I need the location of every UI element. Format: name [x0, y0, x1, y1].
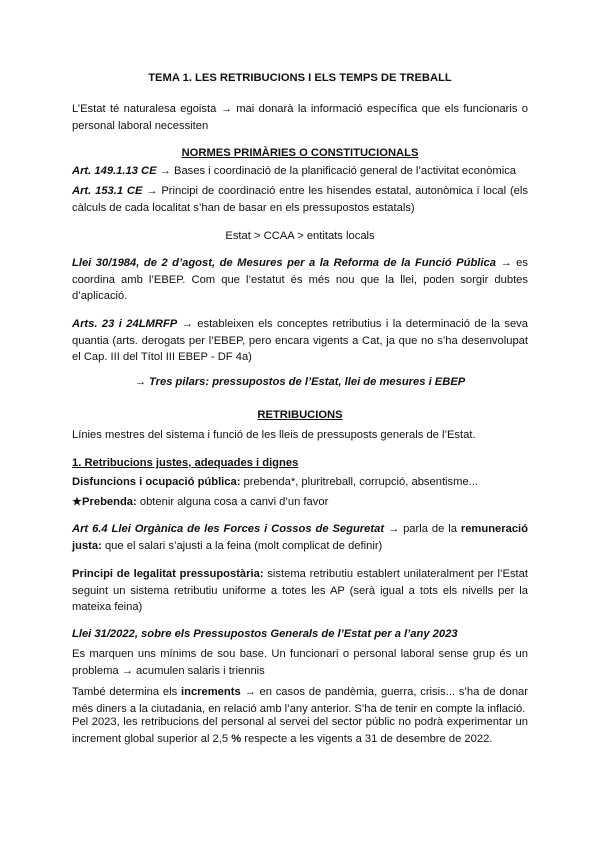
arts-23-text: → estableixen els conceptes retributius i la determinació de la seva quantia (arts. derogats per l’EBEP, pero encara vigents a Cat, ja que no s’ha desenvolupat el Cap. III del Títol III EBEP - DF 4a) — [72, 318, 528, 363]
paragraph-disfuncions — [72, 474, 528, 491]
arts-23-reference: Arts. 23 i 24LMRFP — [72, 318, 178, 330]
paragraph-art-6-4 — [72, 521, 528, 554]
paragraph-prebenda — [72, 494, 528, 511]
section-heading-retribucions: RETRIBUCIONS — [257, 409, 343, 421]
paragraph-llei-30-1984 — [72, 255, 528, 305]
art-153-reference: Art. 153.1 CE — [72, 185, 143, 197]
art-153-text: → Principi de coordinació entre les hisendes estatal, autonòmica i local (els càlculs de cada localitat s’han de basar en els pressupostos estatals) — [72, 185, 528, 214]
paragraph-art-149 — [72, 163, 528, 180]
remuneracio-justa-label: remuneració justa: — [72, 523, 528, 552]
art-6-4-connector: → parla de la — [384, 523, 461, 535]
paragraph-minims-sou: Es marquen uns mínims de sou base. Un funcionari o personal laboral sense grup és un problema → acumulen salaris i triennis — [72, 648, 528, 677]
paragraph-art-153 — [72, 183, 528, 216]
art-6-4-reference: Art 6.4 Llei Orgànica de les Forces i Cossos de Seguretat — [72, 523, 385, 535]
art-149-text: → Bases i coordinació de la planificació general de l’activitat econòmica — [156, 165, 517, 177]
prebenda-text: obtenir alguna cosa a canvi d’un favor — [136, 496, 329, 508]
prebenda-label: ★Prebenda: — [72, 496, 137, 508]
section-heading-normes: NORMES PRIMÀRIES O CONSTITUCIONALS — [181, 147, 419, 159]
disfuncions-text: prebenda*, pluritreball, corrupció, absentisme... — [240, 476, 479, 488]
disfuncions-label: Disfuncions i ocupació pública: — [72, 476, 241, 488]
art-149-reference: Art. 149.1.13 CE — [72, 165, 157, 177]
document-title: TEMA 1. LES RETRIBUCIONS I ELS TEMPS DE TREBALL — [148, 72, 452, 84]
percent-sign: % — [231, 732, 242, 745]
paragraph-increment-2023 — [72, 714, 528, 747]
art-6-4-text: que el salari s’ajusti a la feina (molt complicat de definir) — [101, 539, 383, 552]
principi-legalitat-label: Principi de legalitat pressupostària: — [72, 568, 264, 580]
llei-30-text: → es coordina amb l’EBEP. Com que l’estatut és més nou que la llei, poden sorgir dubtes d’aplicació. — [72, 257, 528, 302]
llei-30-reference: Llei 30/1984, de 2 d’agost, de Mesures per a la Reforma de la Funció Pública — [72, 257, 496, 269]
increment-2023-prefix: Pel 2023, les retribucions del personal al servei del sector públic no podrà experimentar un increment global superior al 2,5 — [72, 716, 528, 745]
principi-legalitat-text: sistema retributiu establert unilateralment per l’Estat seguint un sistema retributiu uniforme a totes les AP (serà igual a tots els nivells per la mateixa feina) — [72, 568, 528, 613]
paragraph-increments — [72, 684, 528, 717]
retribucions-intro: Línies mestres del sistema i funció de les lleis de pressuposts generals de l’Estat. — [72, 429, 476, 441]
increments-label: increments — [181, 686, 241, 698]
subheading-retribucions-justes: 1. Retribucions justes, adequades i dignes — [72, 457, 299, 469]
increment-2023-suffix: respecte a les vigents a 31 de desembre de 2022. — [241, 732, 493, 745]
paragraph-principi-legalitat — [72, 566, 528, 616]
paragraph-arts-23-24 — [72, 316, 528, 366]
increments-text: → en casos de pandèmia, guerra, crisis... s’ha de donar més diners a la ciutadania, en relació amb l’any anterior. S’ha de tenir en compte la inflació. — [72, 686, 528, 715]
hierarchy-line: Estat > CCAA > entitats locals — [225, 230, 375, 242]
three-pillars-line: → Tres pilars: pressupostos de l’Estat, llei de mesures i EBEP — [134, 376, 466, 388]
increments-prefix: També determina els — [72, 686, 181, 698]
intro-paragraph: L’Estat té naturalesa egoista → mai donarà la informació específica que els funcionaris o personal laboral necessiten — [72, 103, 528, 132]
llei-31-2022-heading: Llei 31/2022, sobre els Pressupostos Generals de l’Estat per a l’any 2023 — [72, 628, 458, 640]
